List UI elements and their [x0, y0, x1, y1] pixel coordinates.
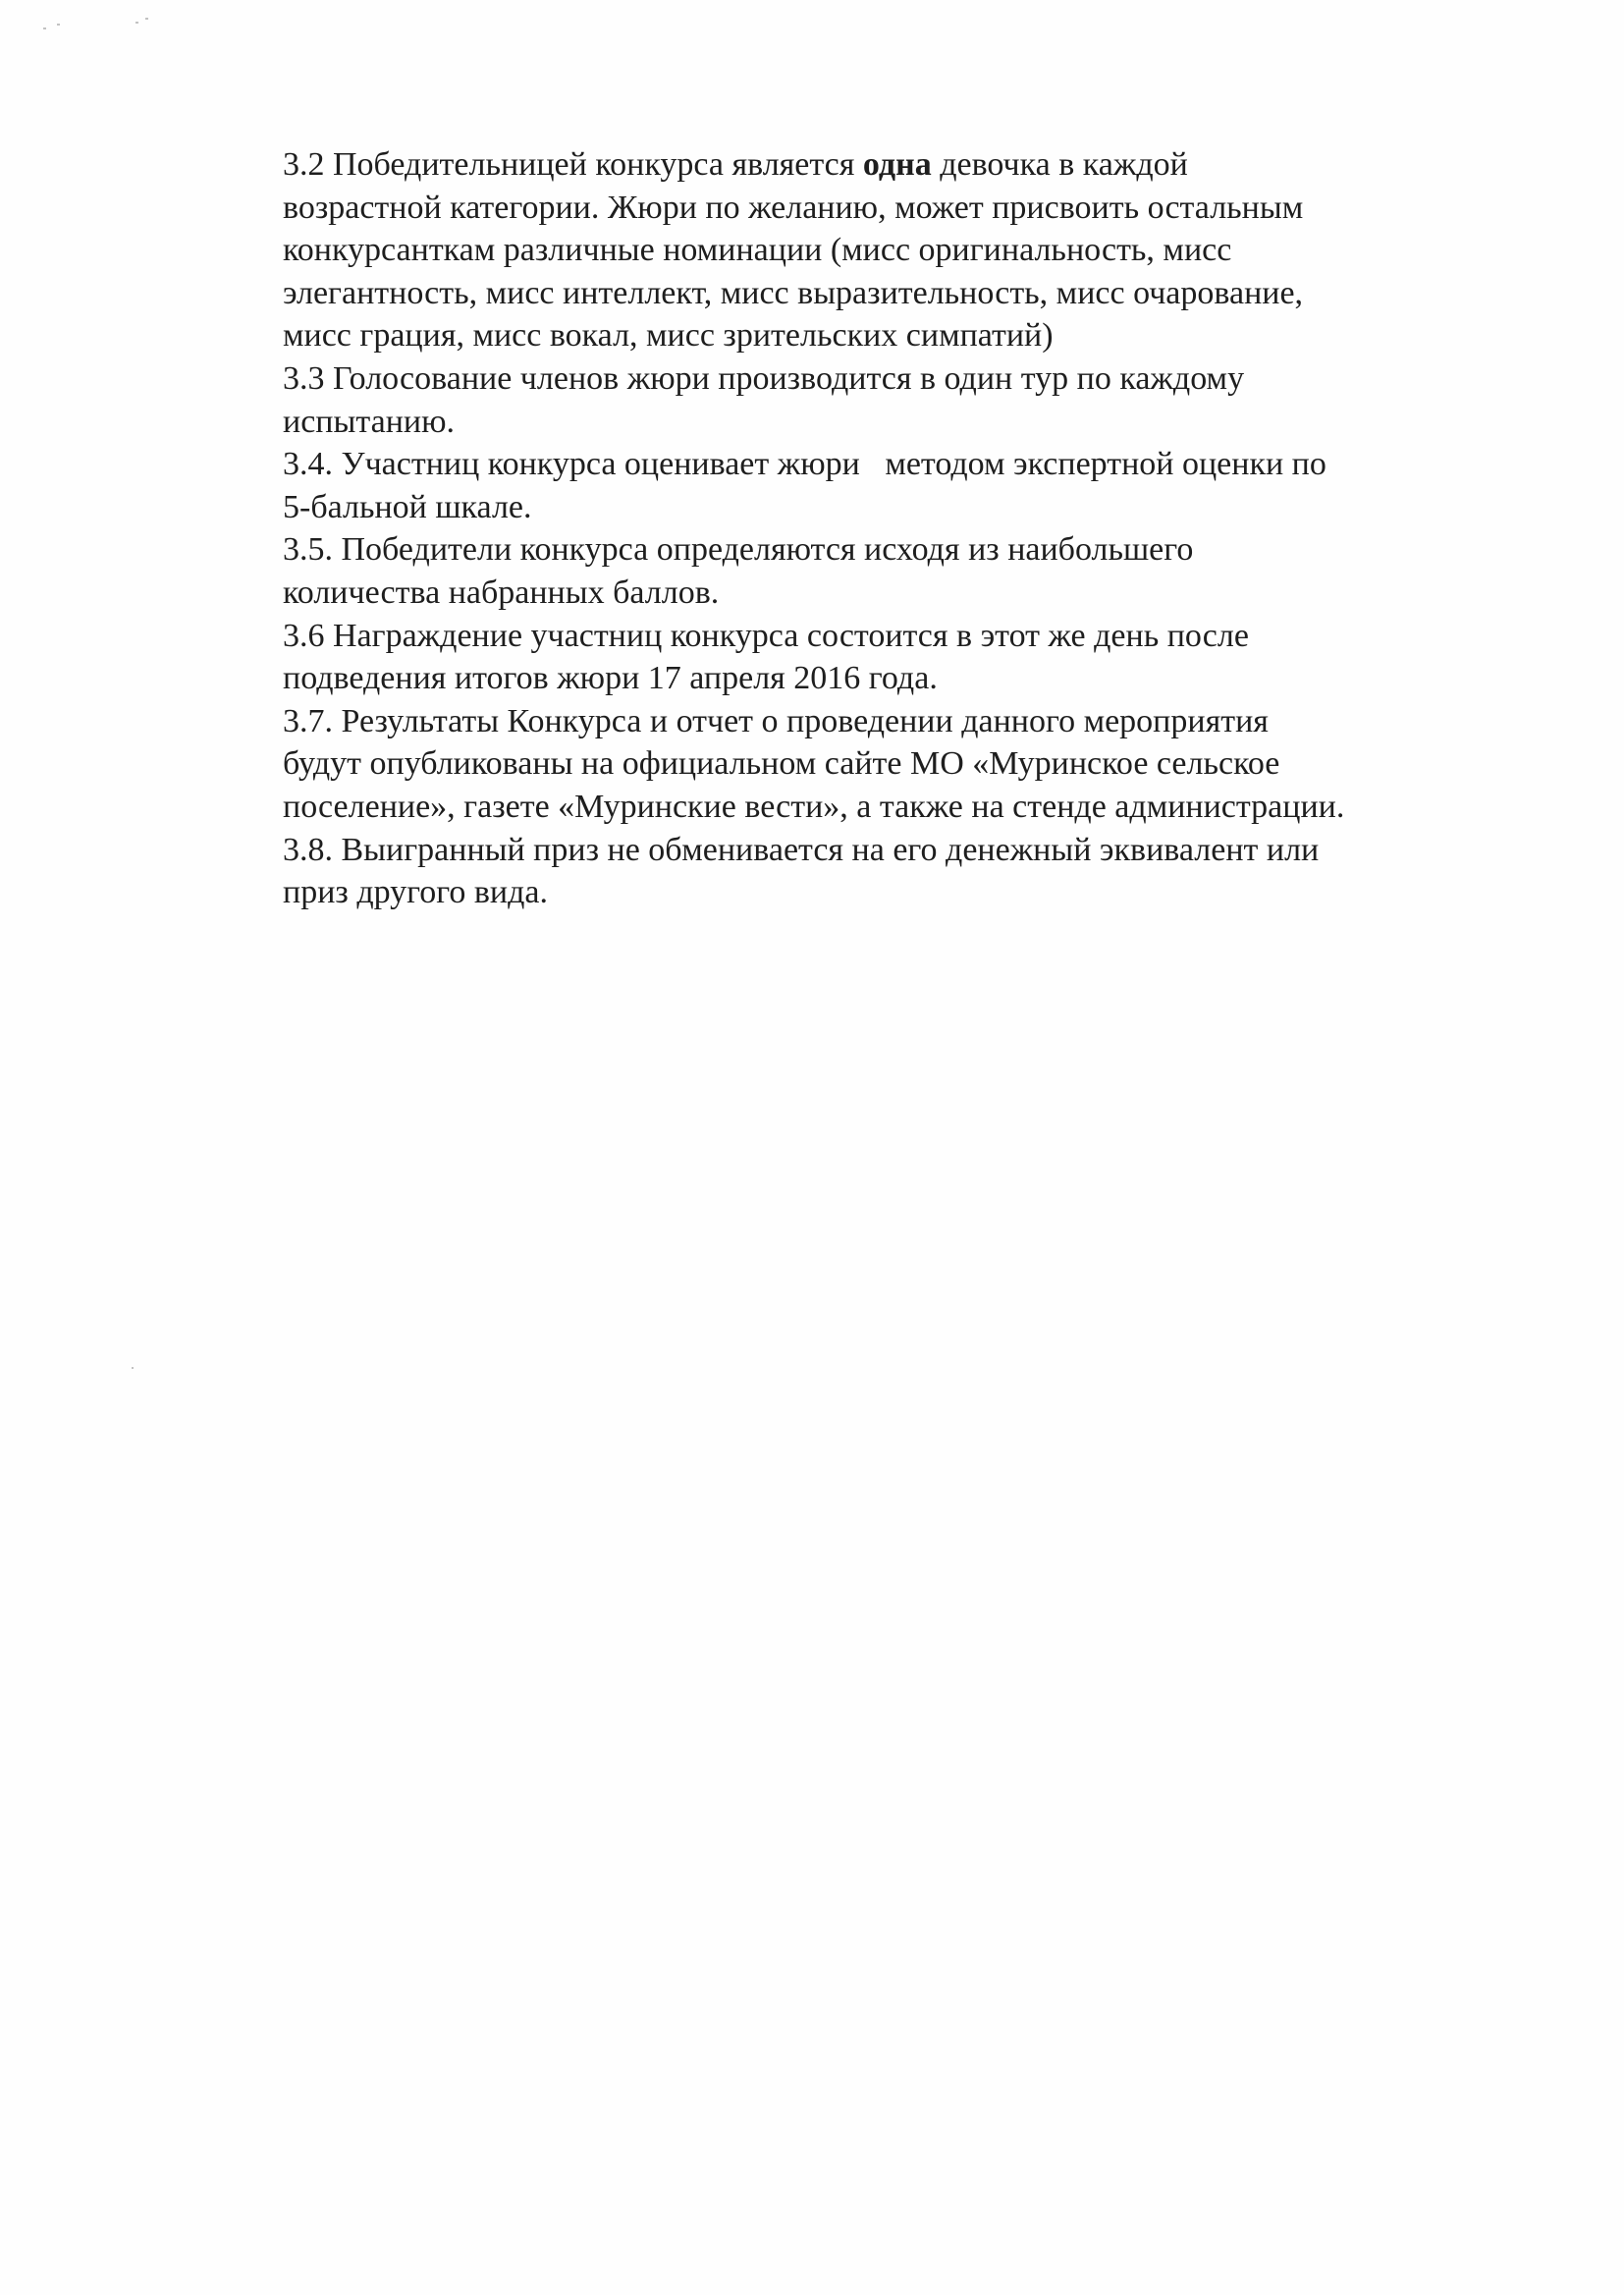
paragraph-3-7: [283, 700, 1530, 829]
text-line: количества набранных баллов.: [283, 574, 720, 611]
paragraph-3-3: [283, 357, 1530, 443]
text-line: 5-бальной шкале.: [283, 488, 532, 525]
scan-speck: [145, 18, 148, 20]
text-line: испытанию.: [283, 403, 455, 440]
text-line: приз другого вида.: [283, 874, 549, 911]
paragraph-3-6: [283, 615, 1530, 700]
scan-speck: [132, 1367, 134, 1369]
paragraph-3-2-text-start: 3.2 Победительницей конкурса является: [283, 146, 863, 183]
text-line: 3.6 Награждение участниц конкурса состоится в этот же день после: [283, 617, 1249, 654]
paragraph-3-2-bold-word: одна: [862, 146, 932, 183]
text-line: 3.5. Победители конкурса определяются исходя из наибольшего: [283, 531, 1194, 569]
text-line: будут опубликованы на официальном сайте МО «Муринское сельское: [283, 745, 1280, 783]
paragraph-3-2: [283, 143, 1530, 357]
text-line: подведения итогов жюри 17 апреля 2016 года.: [283, 660, 938, 697]
text-line: 3.3 Голосование членов жюри производится в один тур по каждому: [283, 359, 1245, 397]
scan-speck: [135, 22, 138, 24]
text-line: 3.8. Выигранный приз не обменивается на его денежный эквивалент или: [283, 831, 1320, 868]
text-line: элегантность, мисс интеллект, мисс выразительность, мисс очарование,: [283, 274, 1304, 311]
paragraph-3-2-text-rest: девочка в каждой: [931, 146, 1188, 183]
text-line: возрастной категории. Жюри по желанию, может присвоить остальным: [283, 189, 1304, 226]
text-line: поселение», газете «Муринские вести», а также на стенде администрации.: [283, 788, 1345, 825]
text-line: конкурсанткам различные номинации (мисс оригинальность, мисс: [283, 232, 1232, 269]
text-line: 3.4. Участниц конкурса оценивает жюри методом экспертной оценки по: [283, 446, 1326, 483]
paragraph-3-8: [283, 829, 1530, 914]
text-line: мисс грация, мисс вокал, мисс зрительских симпатий): [283, 317, 1054, 355]
scan-speck: [43, 27, 46, 29]
document-body: [283, 143, 1530, 914]
paragraph-3-4: [283, 443, 1530, 528]
scan-speck: [57, 24, 60, 26]
paragraph-3-5: [283, 528, 1530, 614]
text-line: 3.7. Результаты Конкурса и отчет о проведении данного мероприятия: [283, 702, 1269, 739]
